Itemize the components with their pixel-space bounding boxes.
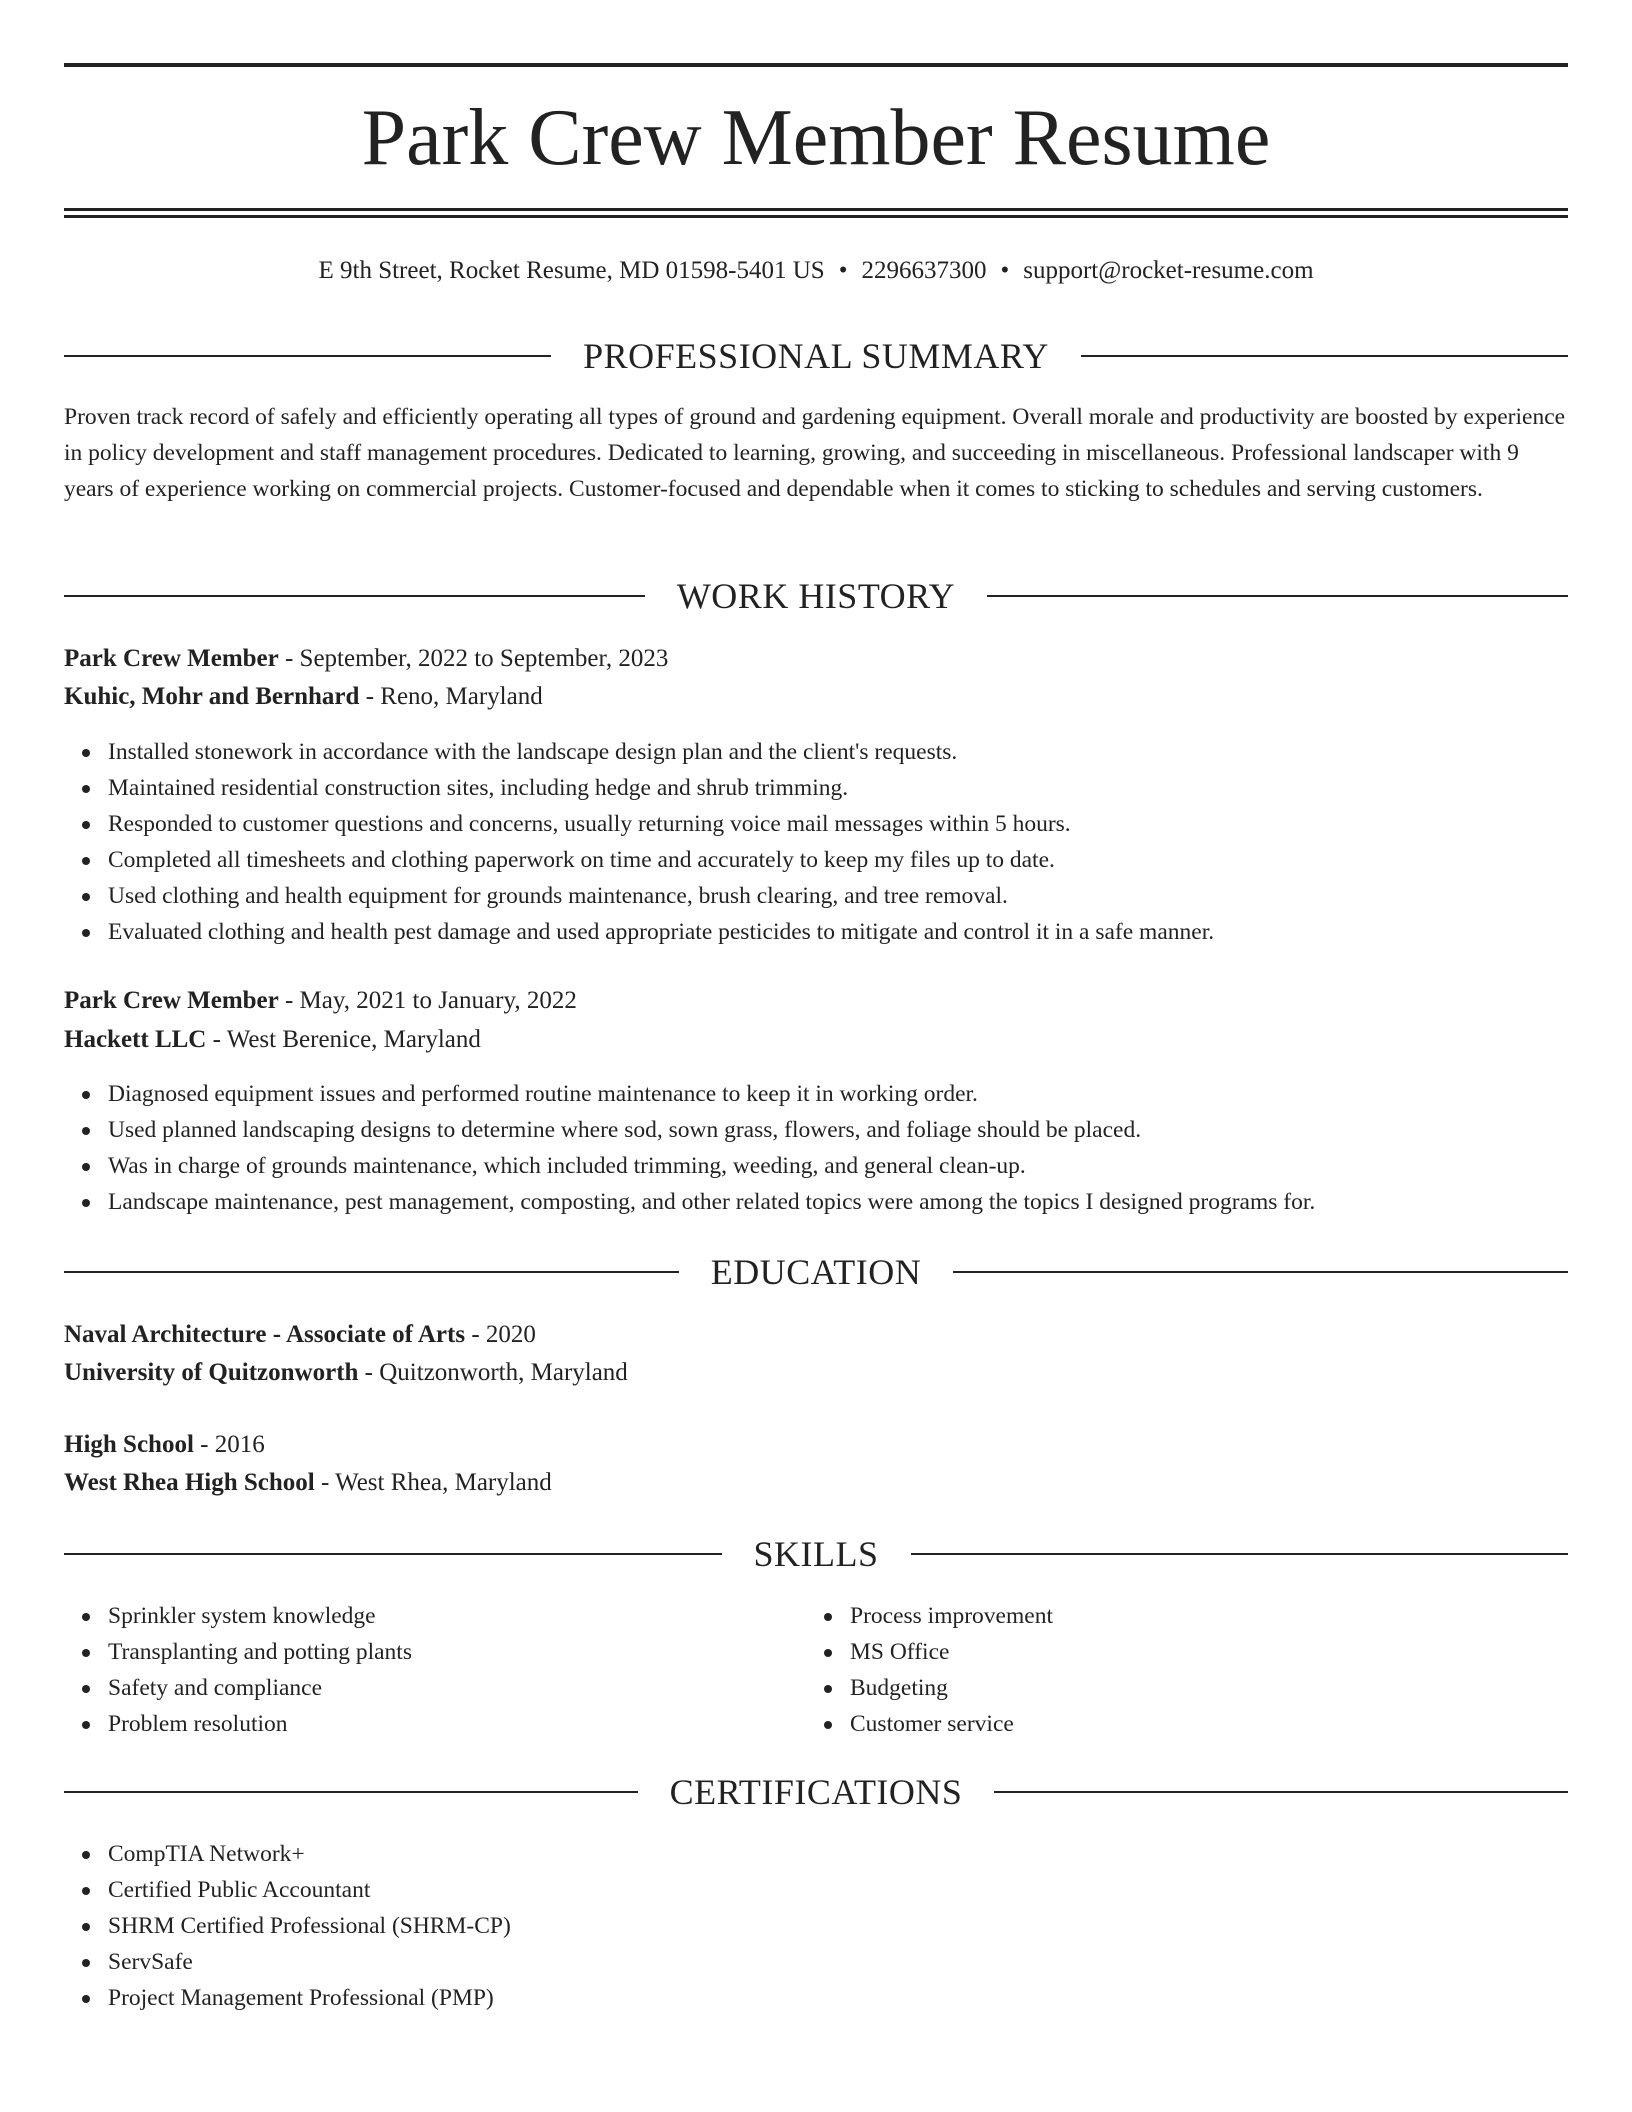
section-header-work-history [64,574,1568,618]
job-bullet: Used clothing and health equipment for grounds maintenance, brush clearing, and tree removal. [108,878,1214,914]
certification-item: Project Management Professional (PMP) [108,1980,511,2016]
contact-separator: • [838,257,848,284]
job-company-line [64,680,543,714]
education-location: - Quitzonworth, Maryland [358,1359,628,1386]
section-rule [64,1791,638,1793]
certification-item: SHRM Certified Professional (SHRM-CP) [108,1908,511,1944]
skill-item: Budgeting [850,1670,1053,1706]
job-dates: - September, 2022 to September, 2023 [278,645,669,672]
contact-address: E 9th Street, Rocket Resume, MD 01598-5401 US [318,257,825,284]
skill-item: Sprinkler system knowledge [108,1598,412,1634]
job-dates: - May, 2021 to January, 2022 [278,987,577,1014]
section-rule [64,355,551,357]
job-bullet: Used planned landscaping designs to determine where sod, sown grass, flowers, and foliage should be placed. [108,1112,1315,1148]
job-bullet: Was in charge of grounds maintenance, which included trimming, weeding, and general clean-up. [108,1148,1315,1184]
section-title: CERTIFICATIONS [669,1772,963,1812]
skill-item: Customer service [850,1706,1053,1742]
summary-text: Proven track record of safely and efficiently operating all types of ground and gardening equipment. Overall morale and productivity are boosted by experience in policy development and staff management procedures. Dedicated to learning, growing, and succeeding in miscellaneous. Professional landscaper with 9 years of experience working on commercial projects. Customer-focused and dependable when it comes to sticking to schedules and serving customers. [64,404,1566,502]
section-title: PROFESSIONAL SUMMARY [583,336,1049,376]
header-double-rule-upper [64,208,1568,211]
contact-phone: 2296637300 [861,257,987,284]
contact-line [64,254,1568,288]
section-rule [64,1553,722,1555]
job-bullets [64,734,1214,950]
section-title: EDUCATION [710,1252,922,1292]
section-header-summary [64,334,1568,378]
job-title-line [64,984,577,1018]
section-rule [64,1271,679,1273]
skill-item: Safety and compliance [108,1670,412,1706]
section-title: SKILLS [753,1534,879,1574]
section-header-skills [64,1532,1568,1576]
resume-title: Park Crew Member Resume [361,94,1271,182]
contact-separator: • [1000,257,1010,284]
certification-item: Certified Public Accountant [108,1872,511,1908]
skills-list-left [64,1598,412,1742]
education-school: University of Quitzonworth [64,1359,359,1386]
section-header-certifications [64,1770,1568,1814]
section-rule [987,595,1568,597]
job-title: Park Crew Member [64,645,279,672]
section-rule [953,1271,1568,1273]
skill-item: Process improvement [850,1598,1053,1634]
header-double-rule-lower [64,215,1568,218]
job-bullet: Diagnosed equipment issues and performed routine maintenance to keep it in working order. [108,1076,1315,1112]
job-bullet: Responded to customer questions and concerns, usually returning voice mail messages within 5 hours. [108,806,1214,842]
section-rule [994,1791,1568,1793]
job-title: Park Crew Member [64,987,279,1014]
section-rule [911,1553,1569,1555]
education-year: - 2016 [193,1431,265,1458]
job-bullets [64,1076,1315,1220]
education-degree: Naval Architecture - Associate of Arts [64,1321,466,1348]
section-rule [1081,355,1568,357]
job-location: - West Berenice, Maryland [206,1026,481,1053]
education-school-line [64,1356,628,1390]
education-location: - West Rhea, Maryland [314,1469,552,1496]
skill-item: Transplanting and potting plants [108,1634,412,1670]
job-bullet: Evaluated clothing and health pest damage and used appropriate pesticides to mitigate and control it in a safe manner. [108,914,1214,950]
job-bullet: Installed stonework in accordance with the landscape design plan and the client's requests. [108,734,1214,770]
job-location: - Reno, Maryland [359,683,543,710]
section-header-education [64,1250,1568,1294]
contact-email: support@rocket-resume.com [1023,257,1314,284]
certifications-list [64,1836,511,2016]
education-school-line [64,1466,552,1500]
certification-item: ServSafe [108,1944,511,1980]
job-company-line [64,1023,481,1057]
education-school: West Rhea High School [64,1469,315,1496]
certification-item: CompTIA Network+ [108,1836,511,1872]
skills-list-right [806,1598,1053,1742]
section-title: WORK HISTORY [676,576,956,616]
education-year: - 2020 [465,1321,536,1348]
section-rule [64,595,645,597]
skill-item: MS Office [850,1634,1053,1670]
education-degree-line [64,1428,265,1462]
job-company: Hackett LLC [64,1026,207,1053]
header-top-rule [64,63,1568,67]
education-degree-line [64,1318,536,1352]
job-bullet: Maintained residential construction sites, including hedge and shrub trimming. [108,770,1214,806]
job-bullet: Completed all timesheets and clothing paperwork on time and accurately to keep my files up to date. [108,842,1214,878]
job-company: Kuhic, Mohr and Bernhard [64,683,360,710]
skill-item: Problem resolution [108,1706,412,1742]
job-title-line [64,642,668,676]
job-bullet: Landscape maintenance, pest management, composting, and other related topics were among the topics I designed programs for. [108,1184,1315,1220]
education-degree: High School [64,1431,194,1458]
